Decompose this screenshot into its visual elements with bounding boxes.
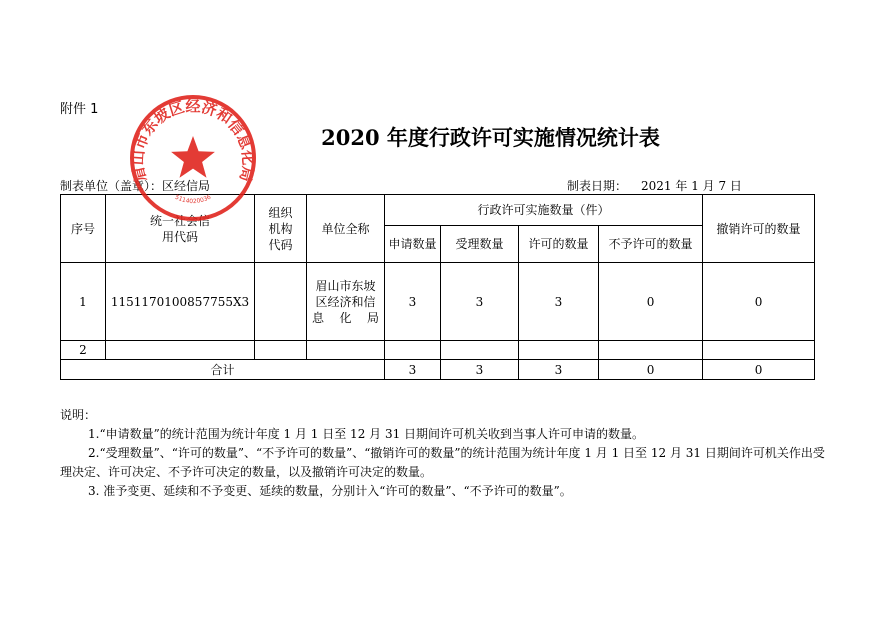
header-accepted: 受理数量 <box>441 226 519 263</box>
date-line <box>567 177 742 194</box>
total-applications: 3 <box>385 360 441 380</box>
cell-org-code <box>255 341 307 360</box>
seal-star-icon <box>171 136 215 178</box>
header-applications: 申请数量 <box>385 226 441 263</box>
cell-credit-code <box>106 341 255 360</box>
cell-accepted <box>441 341 519 360</box>
header-org-code: 组织机构代码 <box>255 195 307 263</box>
cell-applications: 3 <box>385 263 441 341</box>
total-label: 合计 <box>61 360 385 380</box>
official-seal-stamp <box>127 92 259 224</box>
header-credit-code: 统一社会信用代码 <box>106 195 255 263</box>
header-revoked: 撤销许可的数量 <box>703 195 815 263</box>
header-seq: 序号 <box>61 195 106 263</box>
table-row <box>61 263 815 341</box>
header-unit-name: 单位全称 <box>307 195 385 263</box>
seal-arc-text: 眉山市东坡区经济和信息化局 <box>128 97 258 184</box>
total-accepted: 3 <box>441 360 519 380</box>
cell-permitted: 3 <box>519 263 599 341</box>
header-not-permitted: 不予许可的数量 <box>599 226 703 263</box>
cell-seq: 1 <box>61 263 106 341</box>
notes-section <box>60 406 826 501</box>
document-title-text: 2020 年度行政许可实施情况统计表 <box>321 125 660 150</box>
cell-accepted: 3 <box>441 263 519 341</box>
seal-code-text: 5114020036 <box>173 193 213 206</box>
cell-org-code <box>255 263 307 341</box>
cell-credit-code: 1151170100857755X3 <box>106 263 255 341</box>
cell-revoked <box>703 341 815 360</box>
cell-permitted <box>519 341 599 360</box>
cell-seq: 2 <box>61 341 106 360</box>
date-year: 2021 年 <box>641 179 688 193</box>
header-implementation-group: 行政许可实施数量（件） <box>385 195 703 226</box>
total-revoked: 0 <box>703 360 815 380</box>
cell-unit-name <box>307 341 385 360</box>
total-not-permitted: 0 <box>599 360 703 380</box>
note-item: 1.“申请数量”的统计范围为统计年度 1 月 1 日至 12 月 31 日期间许可机关收到当事人许可申请的数量。 <box>88 427 645 441</box>
cell-revoked: 0 <box>703 263 815 341</box>
date-label: 制表日期： <box>567 179 628 193</box>
total-permitted: 3 <box>519 360 599 380</box>
table-row <box>61 341 815 360</box>
cell-unit-name: 眉山市东坡区经济和信息化局 <box>307 263 385 341</box>
notes-heading: 说明： <box>60 408 97 422</box>
date-month: 1 月 <box>691 179 715 193</box>
total-row <box>61 360 815 380</box>
maker-unit-line: 制表单位（盖章）：区经信局 <box>60 179 211 193</box>
attachment-label: 附件 1 <box>60 102 99 117</box>
header-permitted: 许可的数量 <box>519 226 599 263</box>
cell-not-permitted <box>599 341 703 360</box>
cell-not-permitted: 0 <box>599 263 703 341</box>
note-item: 2.“受理数量”、“许可的数量”、“不予许可的数量”、“撤销许可的数量”的统计范围为统计年度 1 月 1 日至 12 月 31 日期间许可机关作出受理决定、许可决定、不予许可决定的数量，以及撤销许可决定的数量。 <box>60 446 825 479</box>
date-day: 7 日 <box>718 179 742 193</box>
note-item: 3. 准予变更、延续和不予变更、延续的数量，分别计入“许可的数量”、“不予许可的数量”。 <box>88 484 572 498</box>
cell-applications <box>385 341 441 360</box>
